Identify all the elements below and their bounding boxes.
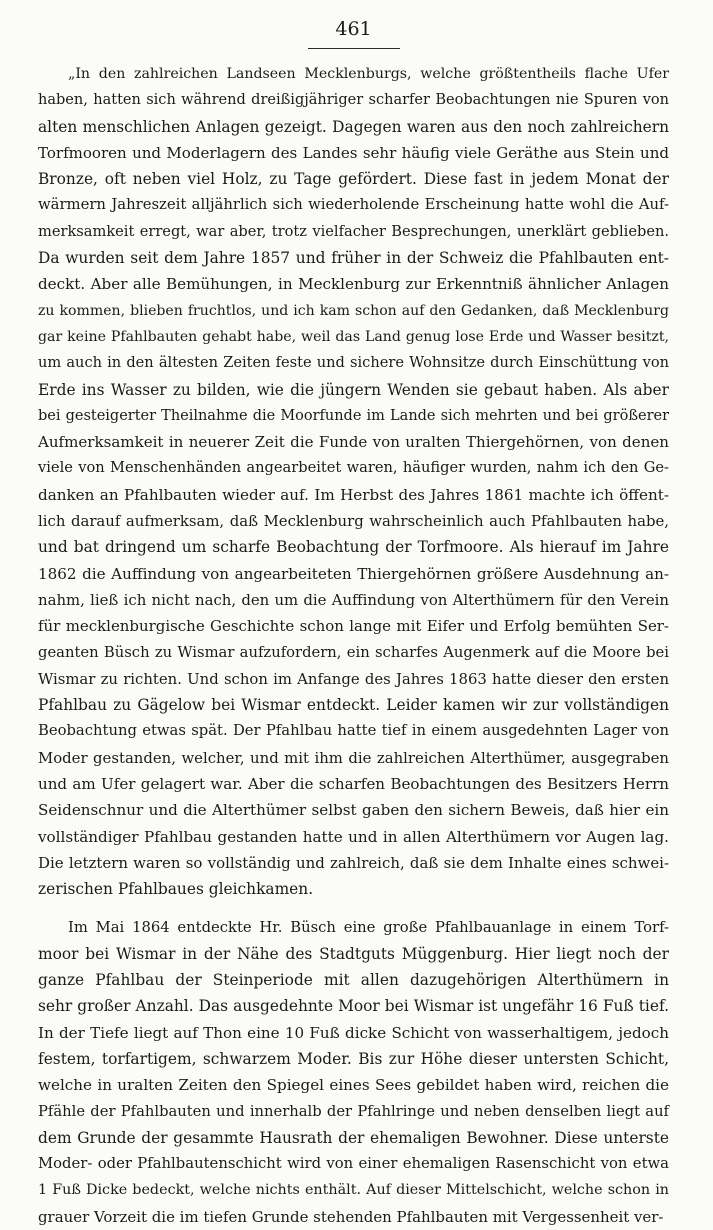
text-line: festem, torfartigem, schwarzem Moder. Bis zur Höhe dieser untersten Schicht, xyxy=(38,1046,669,1072)
text-line: haben, hatten sich während dreißigjähriger scharfer Beobachtungen nie Spuren von xyxy=(38,87,669,113)
text-line: Erde ins Wasser zu bilden, wie die jüngern Wenden sie gebaut haben. Als aber xyxy=(38,377,669,403)
text-line: alten menschlichen Anlagen gezeigt. Dagegen waren aus den noch zahlreichern xyxy=(38,114,669,140)
text-line: und am Ufer gelagert war. Aber die scharfen Beobachtungen des Besitzers Herrn xyxy=(38,771,669,797)
text-line: dem Grunde der gesammte Hausrath der ehemaligen Bewohner. Diese unterste xyxy=(38,1125,669,1151)
text-line: 1862 die Auffindung von angearbeiteten Thiergehörnen größere Ausdehnung an- xyxy=(38,561,669,587)
text-line: ganze Pfahlbau der Steinperiode mit allen dazugehörigen Alterthümern in xyxy=(38,967,669,993)
text-line: 1 Fuß Dicke bedeckt, welche nichts enthält. Auf dieser Mittelschicht, welche schon in xyxy=(38,1177,669,1203)
text-line: moor bei Wismar in der Nähe des Stadtguts Müggenburg. Hier liegt noch der xyxy=(38,941,669,967)
text-line: sehr großer Anzahl. Das ausgedehnte Moor bei Wismar ist ungefähr 16 Fuß tief. xyxy=(38,993,669,1019)
text-line: nahm, ließ ich nicht nach, den um die Auffindung von Alterthümern für den Verein xyxy=(38,587,669,613)
text-line: Pfahlbau zu Gägelow bei Wismar entdeckt. Leider kamen wir zur vollständigen xyxy=(38,692,669,718)
text-line: und bat dringend um scharfe Beobachtung der Torfmoore. Als hierauf im Jahre xyxy=(38,534,669,560)
text-line: Im Mai 1864 entdeckte Hr. Büsch eine große Pfahlbauanlage in einem Torf- xyxy=(38,915,669,941)
paragraph xyxy=(38,915,669,1230)
page-number: 461 xyxy=(38,18,669,40)
text-line: Seidenschnur und die Alterthümer selbst gaben den sichern Beweis, daß hier ein xyxy=(38,797,669,823)
text-line: um auch in den ältesten Zeiten feste und sichere Wohnsitze durch Einschüttung von xyxy=(38,350,669,376)
header-rule xyxy=(308,48,400,49)
text-line: deckt. Aber alle Bemühungen, in Mecklenburg zur Erkenntniß ähnlicher Anlagen xyxy=(38,271,669,297)
text-line: Aufmerksamkeit in neuerer Zeit die Funde von uralten Thiergehörnen, von denen xyxy=(38,429,669,455)
text-line: bei gesteigerter Theilnahme die Moorfunde im Lande sich mehrten und bei größerer xyxy=(38,403,669,429)
text-line: Pfähle der Pfahlbauten und innerhalb der Pfahlringe und neben denselben liegt auf xyxy=(38,1099,669,1125)
text-line: Beobachtung etwas spät. Der Pfahlbau hatte tief in einem ausgedehnten Lager von xyxy=(38,718,669,744)
text-line: viele von Menschenhänden angearbeitet waren, häufiger wurden, nahm ich den Ge- xyxy=(38,455,669,481)
text-line: gar keine Pfahlbauten gehabt habe, weil das Land genug lose Erde und Wasser besitzt, xyxy=(38,324,669,350)
text-line: wärmern Jahreszeit alljährlich sich wiederholende Erscheinung hatte wohl die Auf- xyxy=(38,192,669,218)
text-line: Torfmooren und Moderlagern des Landes sehr häufig viele Geräthe aus Stein und xyxy=(38,140,669,166)
text-line: Wismar zu richten. Und schon im Anfange des Jahres 1863 hatte dieser den ersten xyxy=(38,666,669,692)
text-line: grauer Vorzeit die im tiefen Grunde stehenden Pfahlbauten mit Vergessenheit ver- xyxy=(38,1204,669,1230)
text-line: merksamkeit erregt, war aber, trotz vielfacher Besprechungen, unerklärt geblieben. xyxy=(38,219,669,245)
text-line: für mecklenburgische Geschichte schon lange mit Eifer und Erfolg bemühten Ser- xyxy=(38,613,669,639)
text-line: Die letztern waren so vollständig und zahlreich, daß sie dem Inhalte eines schwei- xyxy=(38,850,669,876)
text-line: lich darauf aufmerksam, daß Mecklenburg wahrscheinlich auch Pfahlbauten habe, xyxy=(38,508,669,534)
text-line: zu kommen, blieben fruchtlos, und ich kam schon auf den Gedanken, daß Mecklenburg xyxy=(38,298,669,324)
text-line: „In den zahlreichen Landseen Mecklenburgs, welche größtentheils flache Ufer xyxy=(38,61,669,87)
text-line: In der Tiefe liegt auf Thon eine 10 Fuß dicke Schicht von wasserhaltigem, jedoch xyxy=(38,1020,669,1046)
text-line: danken an Pfahlbauten wieder auf. Im Herbst des Jahres 1861 machte ich öffent- xyxy=(38,482,669,508)
text-line: Moder gestanden, welcher, und mit ihm die zahlreichen Alterthümer, ausgegraben xyxy=(38,745,669,771)
text-line: vollständiger Pfahlbau gestanden hatte und in allen Alterthümern vor Augen lag. xyxy=(38,824,669,850)
text-line: zerischen Pfahlbaues gleichkamen. xyxy=(38,876,669,902)
text-line: Da wurden seit dem Jahre 1857 und früher in der Schweiz die Pfahlbauten ent- xyxy=(38,245,669,271)
paragraph xyxy=(38,61,669,903)
body-text xyxy=(38,61,669,1230)
text-line: Bronze, oft neben viel Holz, zu Tage gefördert. Diese fast in jedem Monat der xyxy=(38,166,669,192)
text-line: welche in uralten Zeiten den Spiegel eines Sees gebildet haben wird, reichen die xyxy=(38,1072,669,1098)
text-line: geanten Büsch zu Wismar aufzufordern, ein scharfes Augenmerk auf die Moore bei xyxy=(38,640,669,666)
paragraph-gap xyxy=(38,903,669,915)
text-line: Moder- oder Pfahlbautenschicht wird von einer ehemaligen Rasenschicht von etwa xyxy=(38,1151,669,1177)
